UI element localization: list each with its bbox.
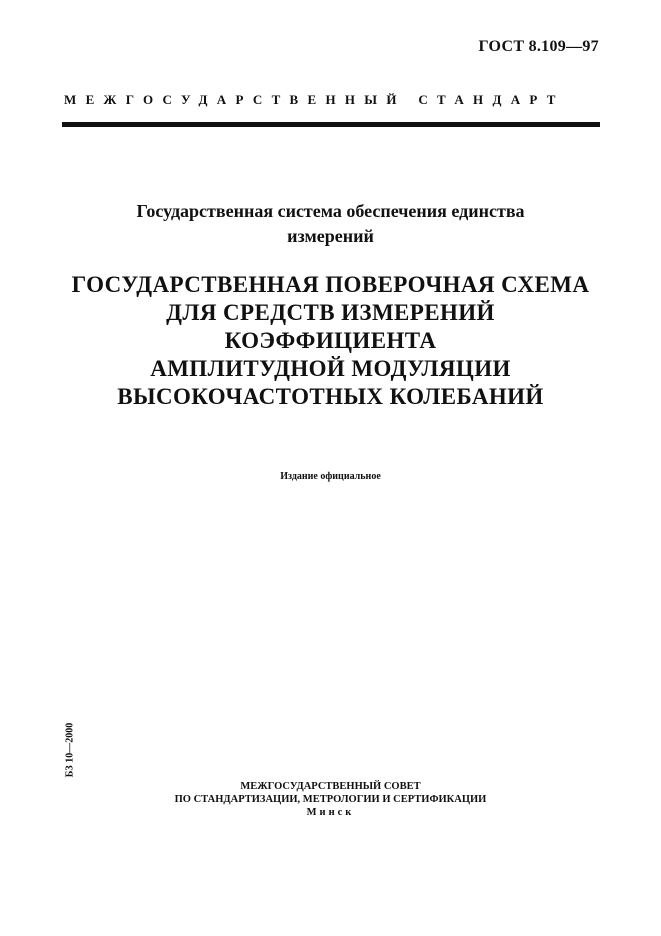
publisher-city: Минск: [306, 807, 355, 818]
publisher-line: ПО СТАНДАРТИЗАЦИИ, МЕТРОЛОГИИ И СЕРТИФИКАЦИИ: [174, 794, 487, 805]
main-title-line: ВЫСОКОЧАСТОТНЫХ КОЛЕБАНИЙ: [117, 384, 544, 409]
main-title: [30, 271, 631, 411]
side-catalog-mark: БЗ 10—2000: [64, 722, 76, 778]
publisher-line: МЕЖГОСУДАРСТВЕННЫЙ СОВЕТ: [240, 781, 421, 792]
publisher-block: [0, 780, 661, 819]
document-code: ГОСТ 8.109—97: [478, 38, 599, 55]
main-title-line: ГОСУДАРСТВЕННАЯ ПОВЕРОЧНАЯ СХЕМА: [71, 272, 590, 297]
series-title: [40, 199, 621, 249]
series-title-line: Государственная система обеспечения единства: [136, 201, 525, 221]
edition-label: Издание официальное: [280, 471, 381, 482]
main-title-line: АМПЛИТУДНОЙ МОДУЛЯЦИИ: [150, 356, 511, 381]
header-rule: [62, 122, 600, 127]
main-title-line: ДЛЯ СРЕДСТВ ИЗМЕРЕНИЙ: [166, 300, 495, 325]
series-title-line: измерений: [287, 226, 374, 246]
standard-type-heading: МЕЖГОСУДАРСТВЕННЫЙ СТАНДАРТ: [64, 92, 565, 107]
main-title-line: КОЭФФИЦИЕНТА: [224, 328, 437, 353]
